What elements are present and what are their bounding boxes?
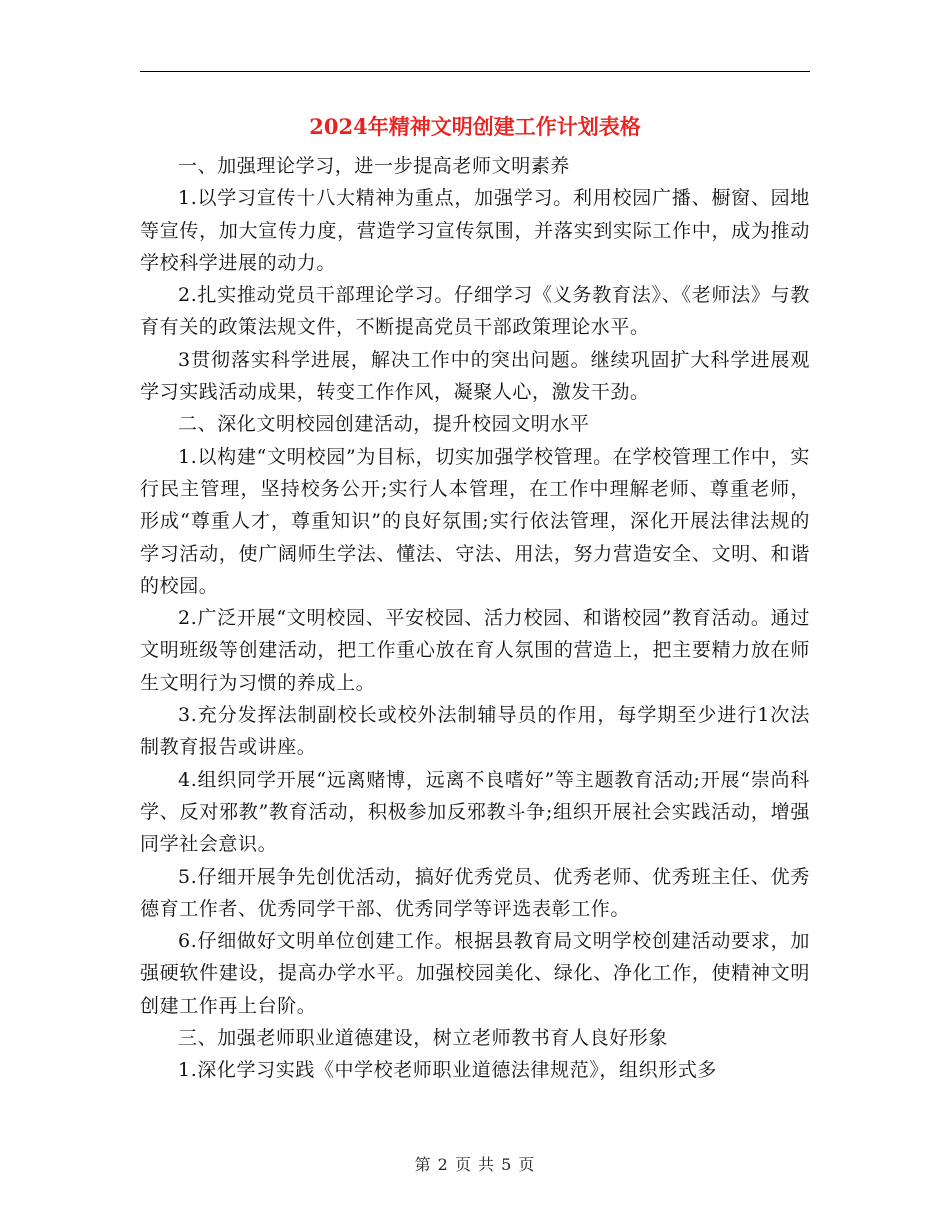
paragraph-1-2: 2.扎实推动党员干部理论学习。仔细学习《义务教育法》、《老师法》与教育有关的政策法规文件，不断提高党员干部政策理论水平。: [140, 284, 810, 339]
document-title: 2024年精神文明创建工作计划表格: [309, 114, 641, 139]
section-heading-3: 三、加强老师职业道德建设，树立老师教书育人良好形象: [178, 1027, 669, 1050]
page-number-footer: 第 2 页 共 5 页: [414, 1155, 536, 1174]
paragraph-2-4: 4.组织同学开展“远离赌博，远离不良嗜好”等主题教育活动;开展“崇尚科学、反对邪教”教育活动，积极参加反邪教斗争;组织开展社会实践活动，增强同学社会意识。: [140, 768, 810, 856]
section-heading-1: 一、加强理论学习，进一步提高老师文明素养: [178, 155, 571, 177]
header-rule: [140, 71, 810, 72]
section-heading-2: 二、深化文明校园创建活动，提升校园文明水平: [178, 413, 590, 436]
document-body: [140, 150, 810, 1087]
paragraph-2-3: 3.充分发挥法制副校长或校外法制辅导员的作用，每学期至少进行1次法制教育报告或讲座。: [140, 704, 810, 759]
paragraph-2-6: 6.仔细做好文明单位创建工作。根据县教育局文明学校创建活动要求，加强硬软件建设，提高办学水平。加强校园美化、绿化、净化工作，使精神文明创建工作再上台阶。: [140, 930, 810, 1017]
paragraph-2-5: 5.仔细开展争先创优活动，搞好优秀党员、优秀老师、优秀班主任、优秀德育工作者、优秀同学干部、优秀同学等评选表彰工作。: [140, 865, 810, 920]
paragraph-3-1: 1.深化学习实践《中学校老师职业道德法律规范》，组织形式多: [178, 1059, 718, 1082]
paragraph-1-1: 1.以学习宣传十八大精神为重点，加强学习。利用校园广播、橱窗、园地等宣传，加大宣传力度，营造学习宣传氛围，并落实到实际工作中，成为推动学校科学进展的动力。: [140, 187, 810, 274]
paragraph-2-2: 2.广泛开展“文明校园、平安校园、活力校园、和谐校园”教育活动。通过文明班级等创建活动，把工作重心放在育人氛围的营造上，把主要精力放在师生文明行为习惯的养成上。: [140, 607, 810, 694]
paragraph-2-1: 1.以构建“文明校园”为目标，切实加强学校管理。在学校管理工作中，实行民主管理，坚持校务公开;实行人本管理，在工作中理解老师、尊重老师，形成“尊重人才，尊重知识”的良好氛围;实行依法管理，深化开展法律法规的学习活动，使广阔师生学法、懂法、守法、用法，努力营造安全、文明、和谐的校园。: [140, 445, 810, 597]
paragraph-1-3: 3贯彻落实科学进展，解决工作中的突出问题。继续巩固扩大科学进展观学习实践活动成果，转变工作作风，凝聚人心，激发干劲。: [140, 348, 810, 404]
